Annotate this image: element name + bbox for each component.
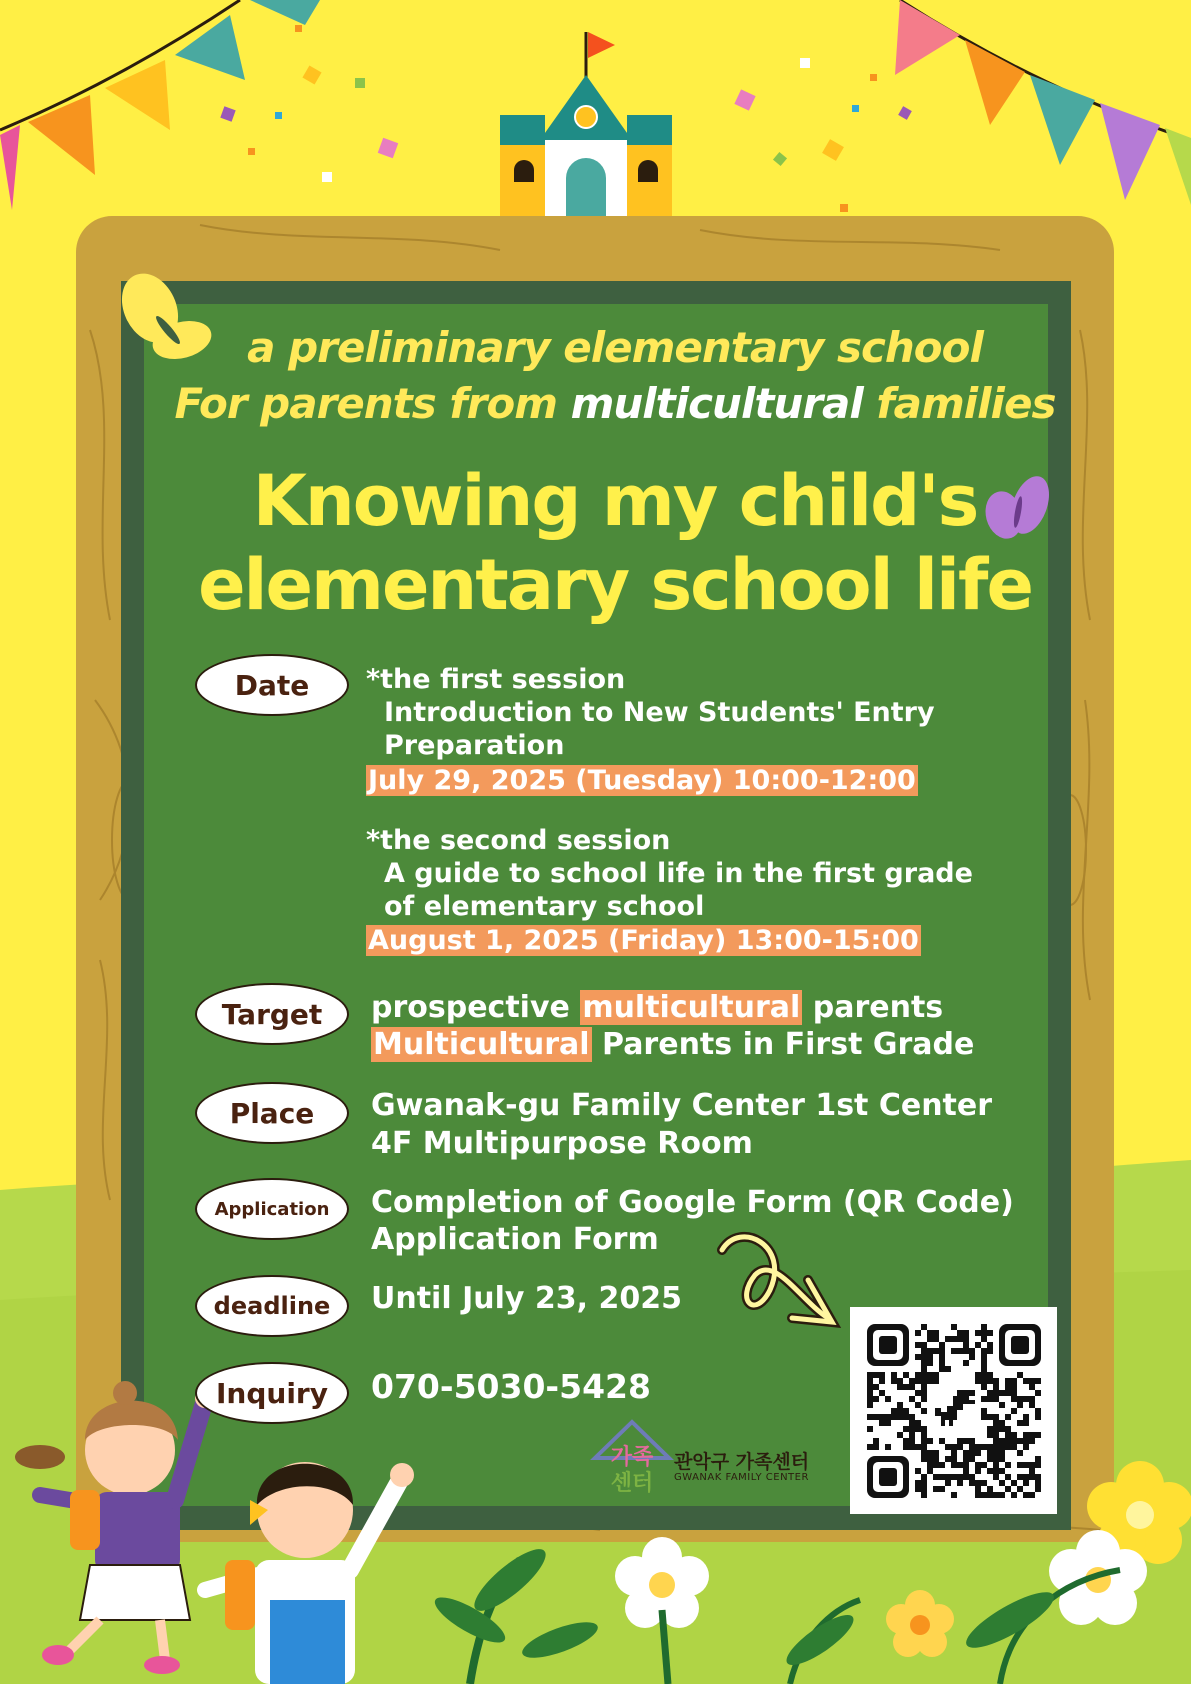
logo-mark-bottom: 센터 [610, 1471, 654, 1496]
target-label-pill: Target [195, 983, 349, 1045]
session-1-description-line-2: Preparation [384, 730, 565, 761]
logo-mark-top: 가족 [610, 1445, 654, 1470]
place-line-1: Gwanak-gu Family Center 1st Center [371, 1088, 993, 1123]
session-2-time [366, 925, 921, 956]
subtitle-line-1: a preliminary elementary school [247, 323, 983, 372]
school-building-icon [500, 32, 672, 220]
qr-code[interactable] [850, 1307, 1057, 1514]
date-label-pill: Date [195, 654, 349, 716]
deadline-label-pill: deadline [195, 1275, 349, 1337]
session-1-description-line-1: Introduction to New Students' Entry [384, 697, 935, 728]
qr-finder-pattern [867, 1456, 909, 1498]
session-2-description-line-1: A guide to school life in the first grade [384, 858, 973, 889]
page-title-line-1: Knowing my child's [252, 460, 978, 542]
session-2-heading: *the second session [366, 825, 671, 856]
logo-name-ko: 관악구 가족센터 [674, 1451, 810, 1473]
deadline-value: Until July 23, 2025 [371, 1281, 682, 1316]
application-line-1: Completion of Google Form (QR Code) [371, 1185, 1014, 1220]
inquiry-label-pill: Inquiry [195, 1362, 349, 1424]
application-label-pill: Application [195, 1178, 349, 1240]
session-1-heading: *the first session [366, 664, 626, 695]
qr-finder-pattern [999, 1324, 1041, 1366]
session-2-time-highlight: August 1, 2025 (Friday) 13:00-15:00 [368, 925, 919, 956]
subtitle-line-2: For parents from multicultural families [174, 379, 1056, 428]
family-center-logo-mark [604, 1445, 660, 1503]
place-line-2: 4F Multipurpose Room [371, 1126, 753, 1161]
qr-code-icon [850, 1307, 1057, 1514]
inquiry-phone: 070-5030-5428 [371, 1367, 651, 1406]
dinosaur-icon [935, 1390, 975, 1426]
page-title-line-2: elementary school life [198, 544, 1032, 626]
qr-finder-pattern [867, 1324, 909, 1366]
target-line-2: Multicultural Parents in First Grade [373, 1027, 975, 1062]
target-line-1: prospective multicultural parents [371, 990, 944, 1025]
session-1-time [366, 765, 918, 796]
session-1-time-highlight: July 29, 2025 (Tuesday) 10:00-12:00 [368, 765, 916, 796]
application-line-2: Application Form [371, 1222, 659, 1257]
session-2-description-line-2: of elementary school [384, 891, 705, 922]
place-label-pill: Place [195, 1082, 349, 1144]
logo-name-en: GWANAK FAMILY CENTER [674, 1472, 809, 1483]
